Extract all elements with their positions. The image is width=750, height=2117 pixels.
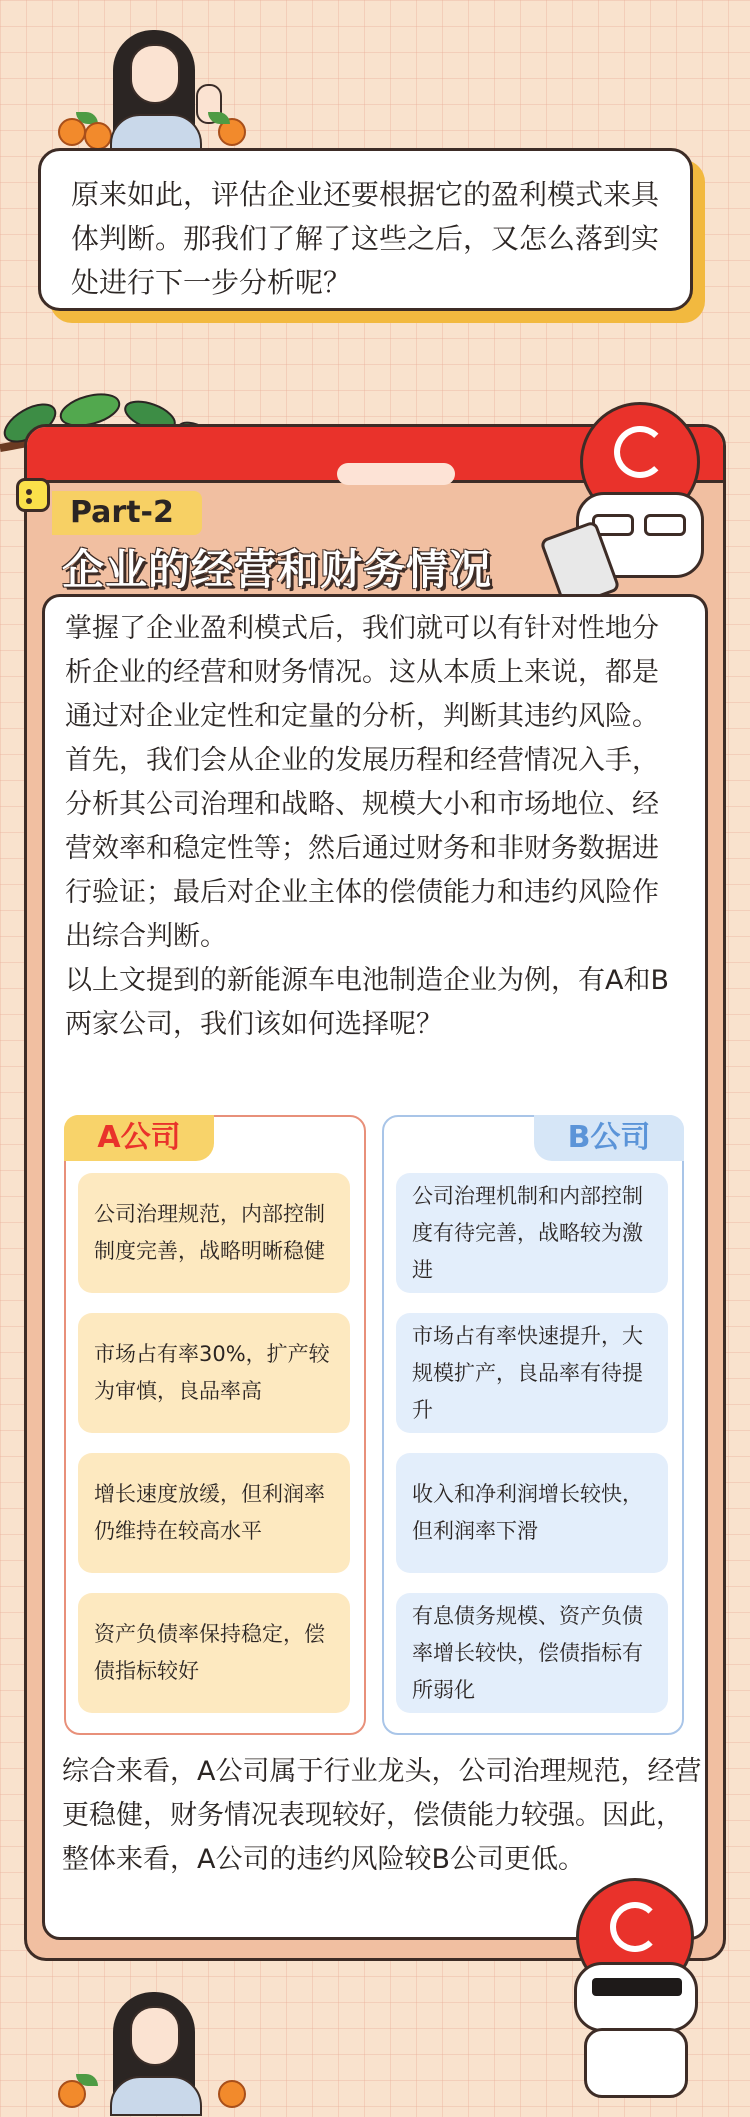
part-label: Part-2 xyxy=(52,491,202,535)
sunglasses-icon xyxy=(592,1978,682,1996)
company-a-column xyxy=(64,1115,366,1735)
company-a-item: 公司治理规范，内部控制制度完善，战略明晰稳健 xyxy=(78,1173,350,1293)
company-b-column xyxy=(382,1115,684,1735)
header-pill-decoration xyxy=(337,463,455,485)
chat-icon xyxy=(16,478,50,512)
mascot-with-sunglasses xyxy=(540,1878,740,2098)
brand-logo-icon xyxy=(610,1902,660,1952)
woman-face xyxy=(130,44,180,104)
company-a-item: 市场占有率30%，扩产较为审慎，良品率高 xyxy=(78,1313,350,1433)
woman-shirt xyxy=(110,2076,202,2116)
conclusion-paragraph: 综合来看，A公司属于行业龙头，公司治理规范，经营更稳健，财务情况表现较好，偿债能力较强。因此，整体来看，A公司的违约风险较B公司更低。 xyxy=(62,1756,702,1875)
section-title: 企业的经营和财务情况 xyxy=(62,545,493,594)
company-b-item: 市场占有率快速提升，大规模扩产，良品率有待提升 xyxy=(396,1313,668,1433)
speech-bubble xyxy=(38,148,693,311)
woman-illustration-top xyxy=(58,30,248,148)
paragraph-3: 以上文提到的新能源车电池制造企业为例，有A和B两家公司，我们该如何选择呢？ xyxy=(65,965,669,1040)
mascot-with-calculator xyxy=(540,402,740,602)
company-a-label: A公司 xyxy=(64,1115,214,1161)
orange-icon xyxy=(58,2080,86,2108)
paragraph-1: 掌握了企业盈利模式后，我们就可以有针对性地分析企业的经营和财务情况。这从本质上来说，都是通过对企业定性和定量的分析，判断其违约风险。 xyxy=(65,613,659,732)
company-b-item: 公司治理机制和内部控制度有待完善，战略较为激进 xyxy=(396,1173,668,1293)
woman-face xyxy=(130,2006,180,2066)
orange-icon xyxy=(218,2080,246,2108)
company-a-item: 资产负债率保持稳定，偿债指标较好 xyxy=(78,1593,350,1713)
company-b-label: B公司 xyxy=(534,1115,684,1161)
mascot-face xyxy=(574,1962,698,2032)
brand-logo-icon xyxy=(614,426,666,478)
company-a-item: 增长速度放缓，但利润率仍维持在较高水平 xyxy=(78,1453,350,1573)
orange-icon xyxy=(58,118,86,146)
paragraph-2: 首先，我们会从企业的发展历程和经营情况入手，分析其公司治理和战略、规模大小和市场地位、经营效率和稳定性等；然后通过财务和非财务数据进行验证；最后对企业主体的偿债能力和违约风险作出综合判断。 xyxy=(65,745,659,952)
company-b-item: 收入和净利润增长较快，但利润率下滑 xyxy=(396,1453,668,1573)
glasses-icon xyxy=(644,514,686,536)
mascot-body xyxy=(584,2028,688,2098)
company-b-item: 有息债务规模、资产负债率增长较快，偿债指标有所弱化 xyxy=(396,1593,668,1713)
woman-illustration-bottom xyxy=(58,1992,248,2110)
orange-icon xyxy=(84,122,112,150)
speech-bubble-text: 原来如此，评估企业还要根据它的盈利模式来具体判断。那我们了解了这些之后，又怎么落到实处进行下一步分析呢？ xyxy=(71,178,660,299)
